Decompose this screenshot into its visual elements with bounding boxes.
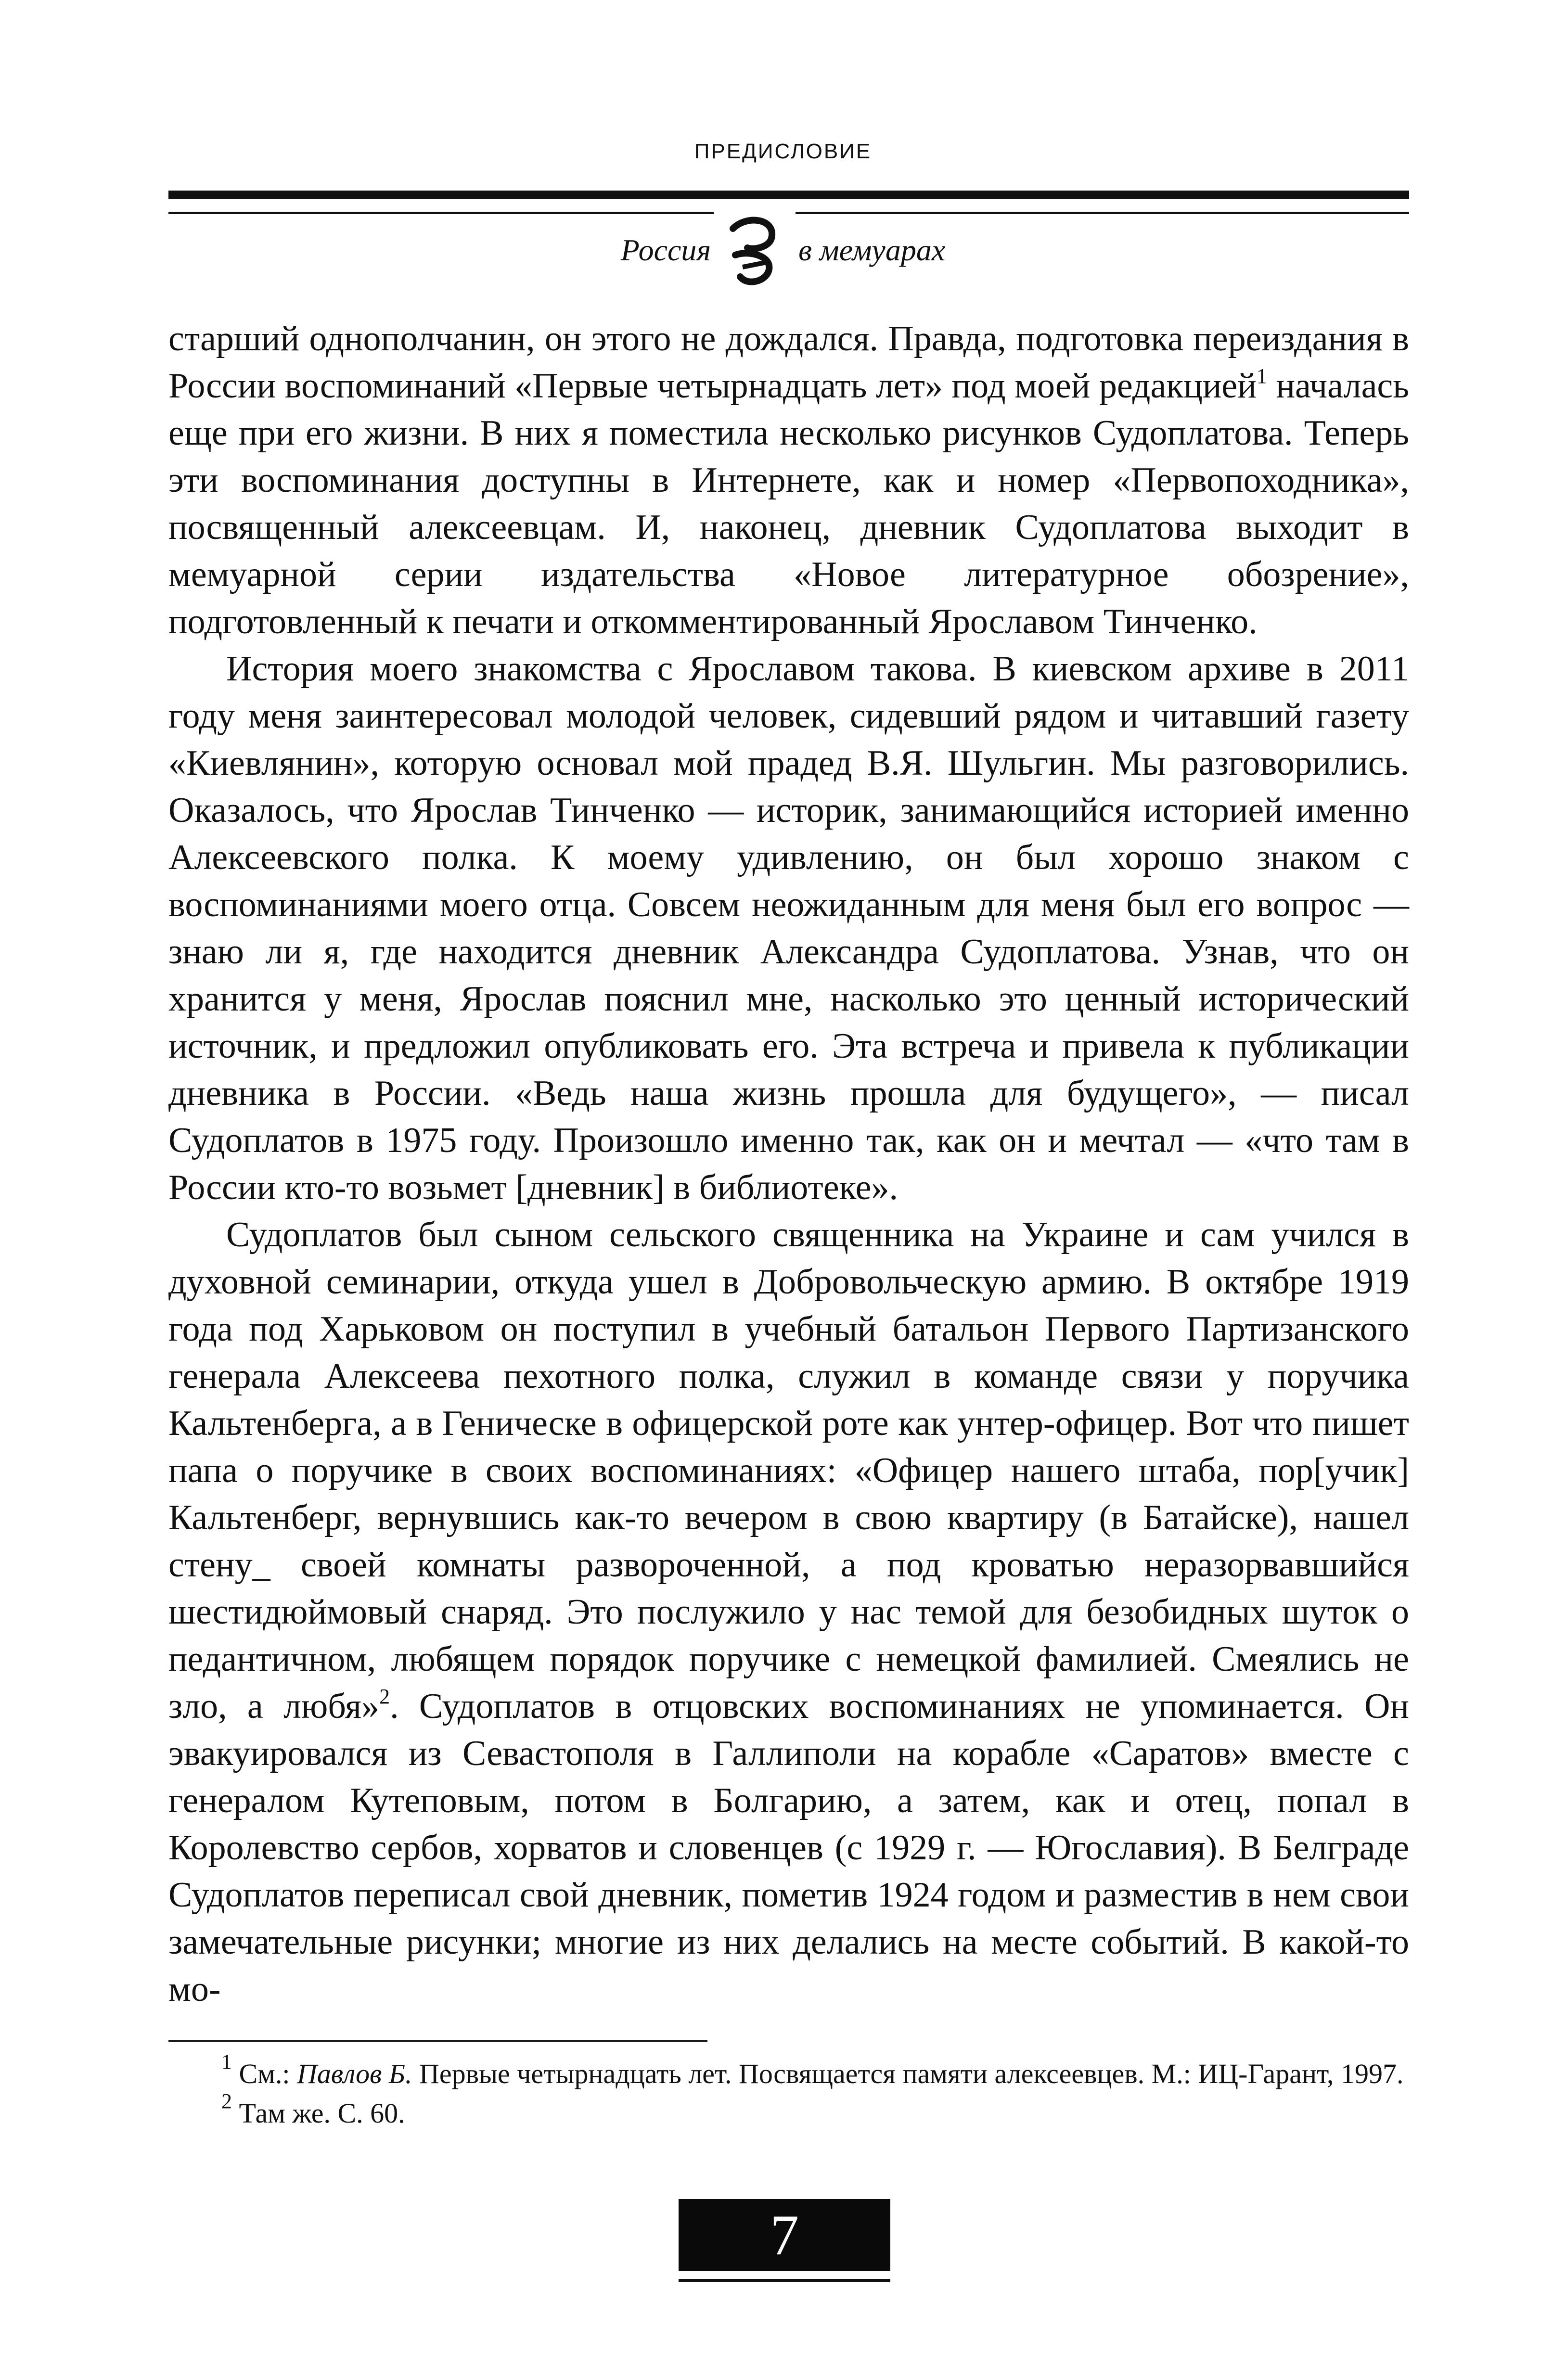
paragraph-text: старший однополчанин, он этого не дождался. Правда, подготовка переиздания в России воспоминаний «Первые четырнадцать лет» под моей редакцией: [168, 319, 1409, 406]
series-title: [0, 207, 1566, 294]
footnote-text: Там же. С. 60.: [232, 2098, 405, 2129]
paragraph-3: [168, 1211, 1409, 2013]
page-number: 7: [679, 2199, 890, 2271]
footnote-number: 1: [221, 2050, 232, 2073]
footnote-ref-2: 2: [379, 1685, 390, 1708]
paragraph-2: [168, 645, 1409, 1211]
header-rule-thick: [168, 191, 1409, 199]
footnotes: [168, 2050, 1409, 2136]
series-title-left: Россия: [618, 232, 714, 268]
footnote-1: [168, 2050, 1409, 2091]
body-text: [168, 315, 1409, 2013]
footnote-text: См.:: [232, 2058, 297, 2089]
footnote-2: [168, 2089, 1409, 2130]
series-title-right: в мемуарах: [796, 232, 948, 268]
footnote-ref-1: 1: [1256, 364, 1267, 388]
footnote-separator: [168, 2040, 707, 2042]
footnote-text: Первые четырнадцать лет. Посвящается памяти алексеевцев. М.: ИЦ-Гарант, 1997.: [412, 2058, 1404, 2089]
paragraph-text: Судоплатов был сыном сельского священника на Украине и сам учился в духовной семинарии, откуда ушел в Добровольческую армию. В октябре 1919 года под Харьковом он поступил в учебный батальон Первого Партизанского генерала Алексеева пехотного полка, служил в команде связи у поручика Кальтенберга, а в Геническе в офицерской роте как унтер-офицер. Вот что пишет папа о поручике в своих воспоминаниях: «Офицер нашего штаба, пор[учик] Кальтенберг, вернувшись как-то вечером в свою квартиру (в Батайске), нашел стену_ своей комнаты развороченной, а под кроватью неразорвавшийся шестидюймовый снаряд. Это послужило у нас темой для безобидных шуток о педантичном, любящем порядок поручике с немецкой фамилией. Смеялись не зло, а любя»: [168, 1215, 1409, 1726]
series-monogram-icon: [714, 209, 796, 291]
paragraph-text: История моего знакомства с Ярославом такова. В киевском архиве в 2011 году меня заинтересовал молодой человек, сидевший рядом и читавший газету «Киевлянин», которую основал мой прадед В.Я. Шульгин. Мы разговорились. Оказалось, что Ярослав Тинченко — историк, занимающийся историей именно Алексеевского полка. К моему удивлению, он был хорошо знаком с воспоминаниями моего отца. Совсем неожиданным для меня был его вопрос — знаю ли я, где находится дневник Александра Судоплатова. Узнав, что он хранится у меня, Ярослав пояснил мне, насколько это ценный исторический источник, и предложил опубликовать его. Эта встреча и привела к публикации дневника в России. «Ведь наша жизнь прошла для будущего», — писал Судоплатов в 1975 году. Произошло именно так, как он и мечтал — «что там в России кто-то возьмет [дневник] в библиотеке».: [168, 649, 1409, 1207]
footnote-author: Павлов Б.: [297, 2058, 412, 2089]
paragraph-1: [168, 315, 1409, 645]
paragraph-text: началась еще при его жизни. В них я поместила несколько рисунков Судоплатова. Теперь эти воспоминания доступны в Интернете, как и номер «Первопоходника», посвященный алексеевцам. И, наконец, дневник Судоплатова выходит в мемуарной серии издательства «Новое литературное обозрение», подготовленный к печати и откомментированный Ярославом Тинченко.: [168, 366, 1409, 641]
page-number-rule: [679, 2279, 890, 2282]
paragraph-text: . Судоплатов в отцовских воспоминаниях не упоминается. Он эвакуировался из Севастополя в Галлиполи на корабле «Саратов» вместе с генералом Кутеповым, потом в Болгарию, а затем, как и отец, попал в Королевство сербов, хорватов и словенцев (с 1929 г. — Югославия). В Белграде Судоплатов переписал свой дневник, пометив 1924 годом и разместив в нем свои замечательные рисунки; многие из них делались на месте событий. В какой-то мо-: [168, 1687, 1409, 2009]
footnote-number: 2: [221, 2089, 232, 2113]
running-header: ПРЕДИСЛОВИЕ: [694, 140, 872, 163]
